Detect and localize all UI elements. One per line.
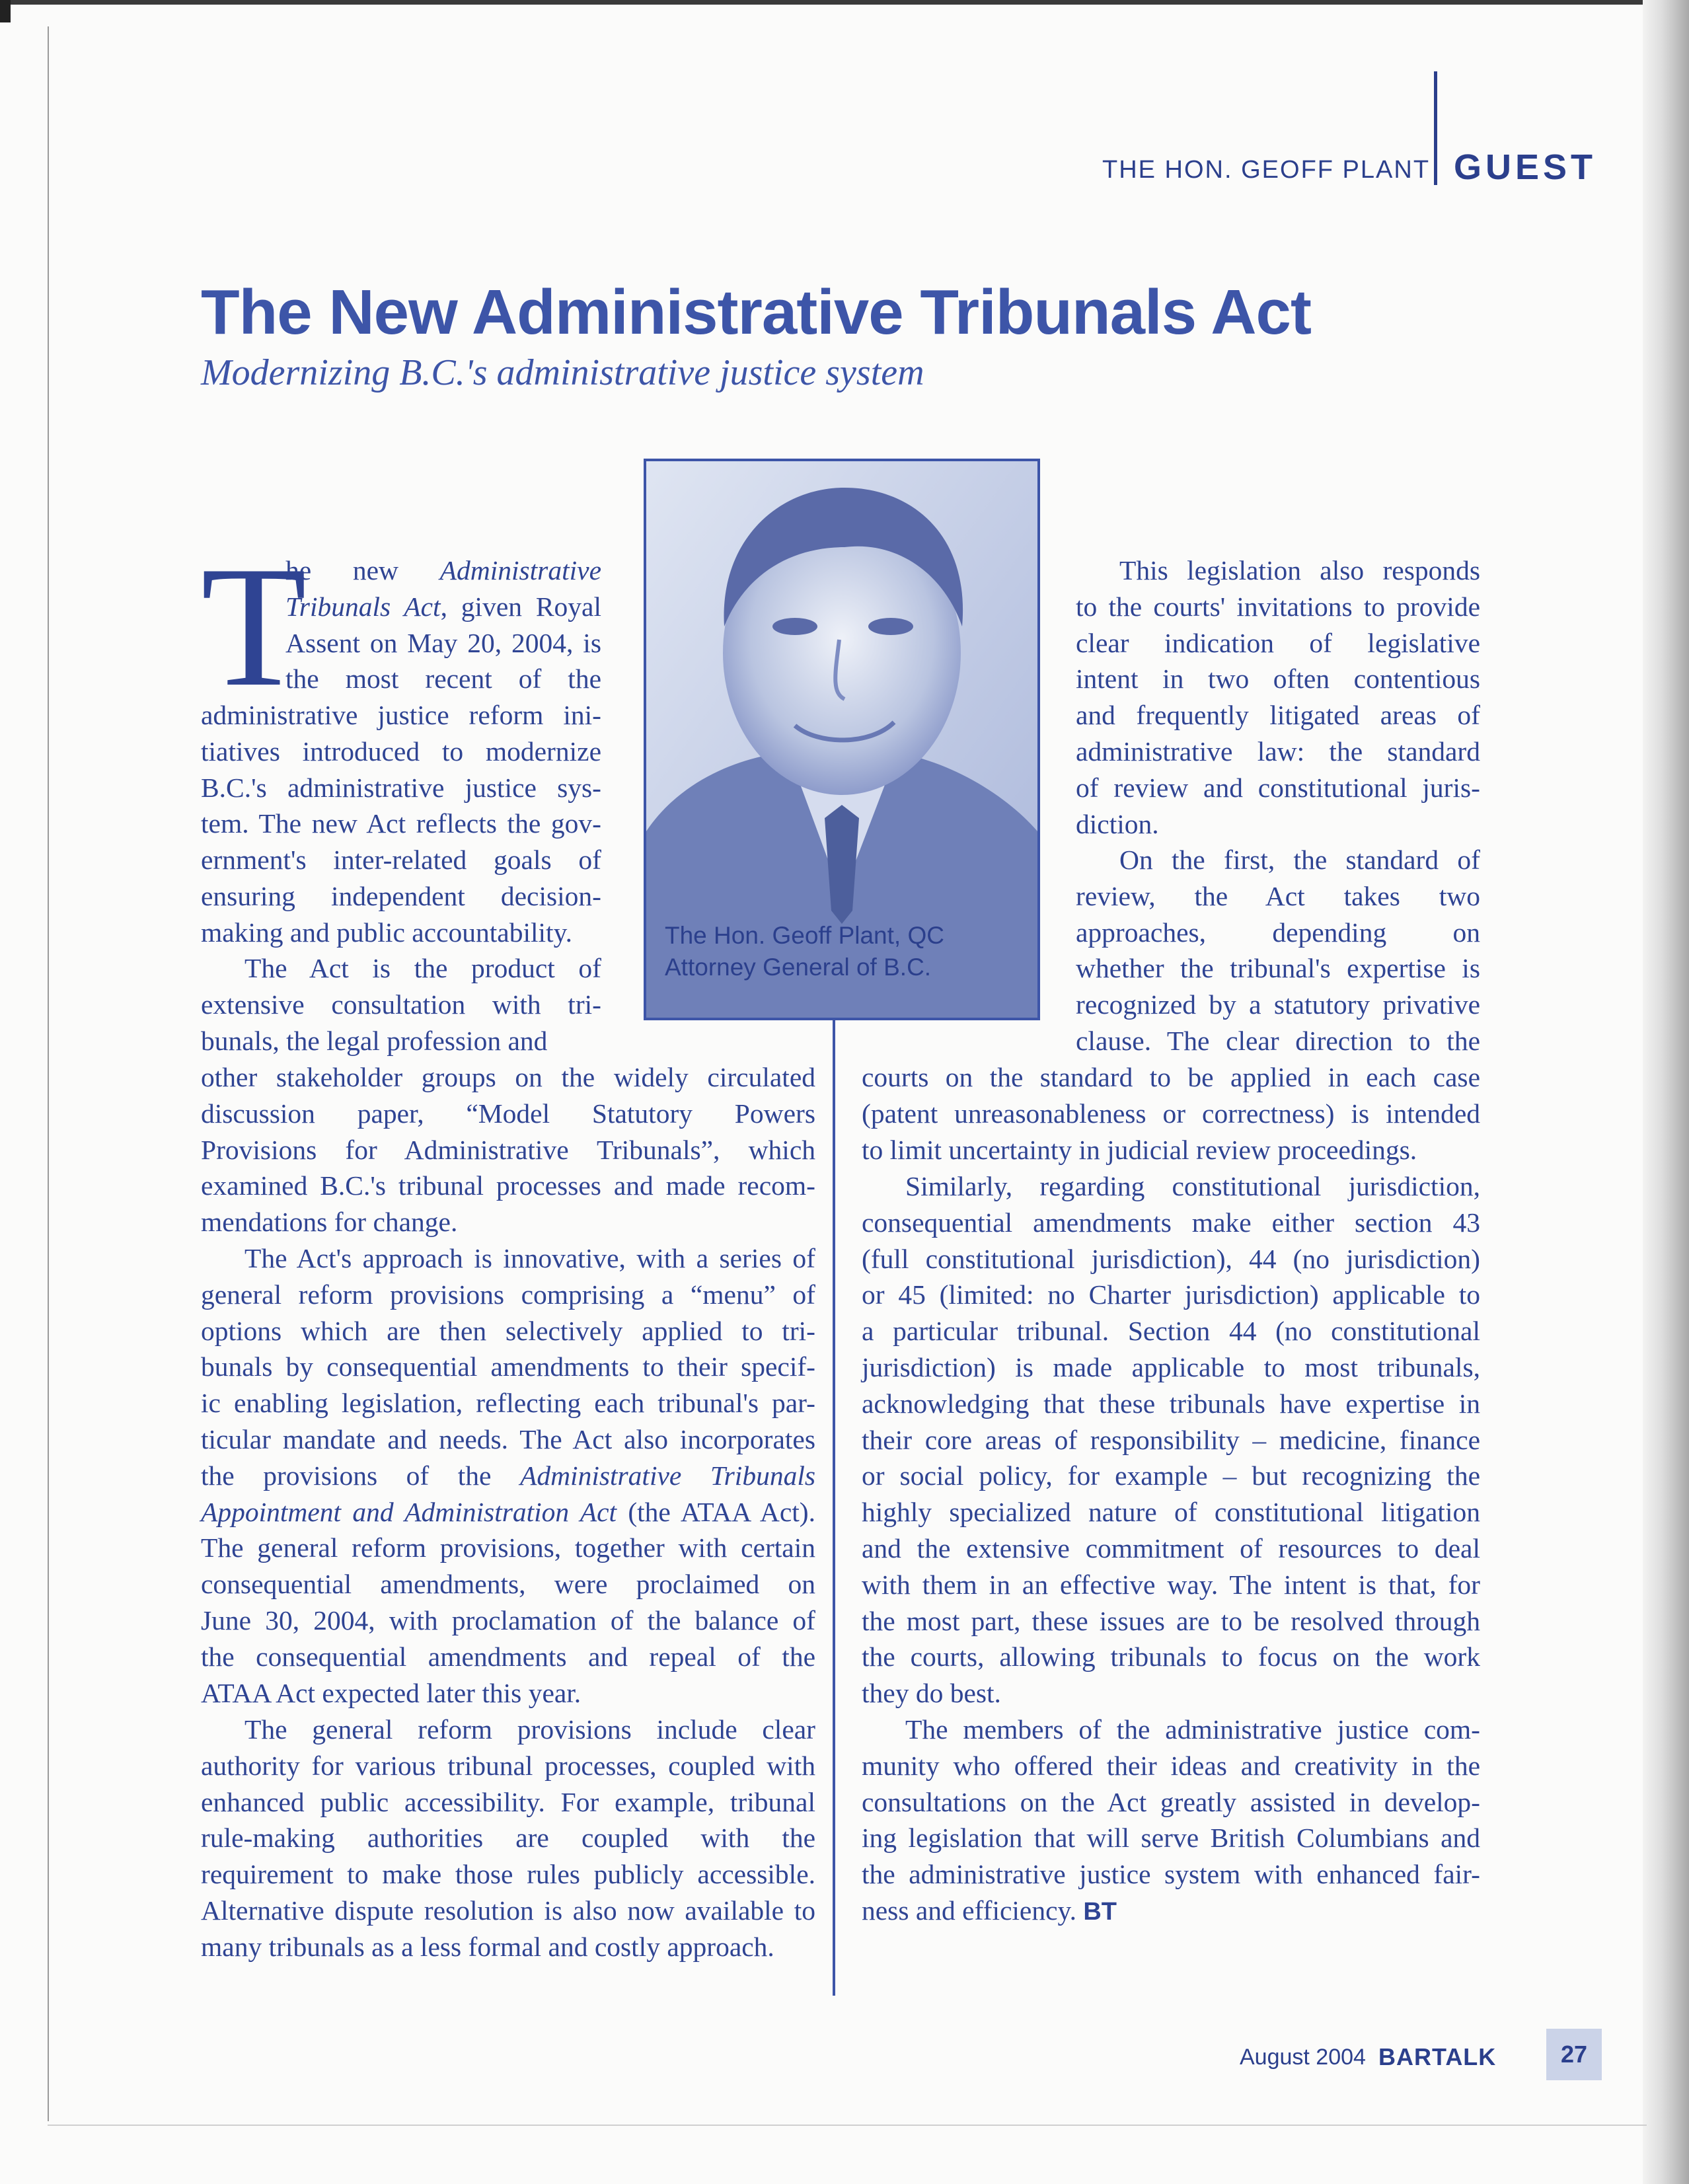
text-line-content: ness and efficiency. <box>862 1895 1076 1926</box>
text-line: enhanced public accessibility. For example, tribunal <box>201 1786 815 1817</box>
article-subtitle: Modernizing B.C.'s administrative justice system <box>201 352 924 393</box>
text-line: options which are then selectively applied to tri- <box>201 1315 815 1346</box>
text-line: with them in an effective way. The intent is that, for <box>862 1569 1480 1600</box>
text-line: to limit uncertainty in judicial review proceedings. <box>862 1134 1417 1165</box>
text-line: recognized by a statutory privative <box>1076 989 1480 1020</box>
text-line: making and public accountability. <box>201 917 573 948</box>
col1-para1-top <box>285 552 601 697</box>
text-line: the consequential amendments and repeal of the <box>201 1641 815 1672</box>
text-line: clear indication of legislative <box>1076 627 1480 658</box>
article-title: The New Administrative Tribunals Act <box>201 277 1311 348</box>
photo-caption <box>665 920 944 983</box>
text-line: intent in two often contentious <box>1076 663 1480 695</box>
footer-magazine: BARTALK <box>1378 2043 1497 2070</box>
text-line: The general reform provisions include clear <box>244 1714 815 1745</box>
col1-para2-top <box>201 950 601 1059</box>
column-divider <box>833 1018 835 1996</box>
text-line: authority for various tribunal processes, coupled with <box>201 1750 815 1781</box>
col2-para2 <box>862 1059 1480 1168</box>
text-line: they do best. <box>862 1678 1001 1709</box>
text-line: he new Administrative <box>285 555 601 585</box>
page-edge-mark <box>0 0 11 22</box>
text-line: The members of the administrative justice com- <box>905 1714 1480 1745</box>
text-line: Tribunals Act, given Royal <box>285 591 601 622</box>
text-line: ic enabling legislation, reflecting each tribunal's par- <box>201 1388 815 1419</box>
text-line: requirement to make those rules publicly accessible. <box>201 1859 815 1890</box>
page-number: 27 <box>1546 2029 1602 2080</box>
text-line: the most recent of the <box>285 663 601 695</box>
text-line: The Act's approach is innovative, with a series of <box>244 1243 815 1273</box>
page-margin-line <box>48 26 49 2121</box>
text-line: diction. <box>1076 808 1159 839</box>
col2-para3 <box>862 1168 1480 1712</box>
text-line: of review and constitutional juris- <box>1076 772 1480 803</box>
text-line: Assent on May 20, 2004, is <box>285 627 601 658</box>
text-line: June 30, 2004, with proclamation of the balance of <box>201 1604 815 1636</box>
text-line: whether the tribunal's expertise is <box>1076 953 1480 984</box>
text-line: or social policy, for example – but recognizing the <box>862 1460 1480 1491</box>
text-line: tiatives introduced to modernize <box>201 735 601 767</box>
page-edge-top <box>0 0 1689 5</box>
text-line: acknowledging that these tribunals have expertise in <box>862 1388 1480 1419</box>
text-line: examined B.C.'s tribunal processes and made recom- <box>201 1170 815 1201</box>
caption-name: The Hon. Geoff Plant, QC <box>665 922 944 949</box>
text-line: or 45 (limited: no Charter jurisdiction) applicable to <box>862 1279 1480 1310</box>
text-line: ernment's inter-related goals of <box>201 845 601 876</box>
text-line: Similarly, regarding constitutional jurisdiction, <box>905 1171 1480 1201</box>
text-line: bunals by consequential amendments to their specif- <box>201 1351 815 1382</box>
text-line: ATAA Act expected later this year. <box>201 1677 582 1708</box>
text-line: The general reform provisions, together with certain <box>201 1532 815 1563</box>
text-line: the most part, these issues are to be resolved through <box>862 1605 1480 1636</box>
text-line: review, the Act takes two <box>1076 880 1480 911</box>
text-line: administrative justice reform ini- <box>201 700 601 730</box>
end-mark: BT <box>1083 1897 1117 1926</box>
text-line: ticular mandate and needs. The Act also incorporates <box>201 1423 815 1454</box>
text-line: consultations on the Act greatly assisted in develop- <box>862 1786 1480 1817</box>
text-line: bunals, the legal profession and <box>201 1025 548 1056</box>
text-line: clause. The clear direction to the <box>1076 1025 1480 1056</box>
text-line: general reform provisions comprising a “menu” of <box>201 1279 815 1310</box>
page-binding-shadow <box>1643 0 1689 2184</box>
text-line: and frequently litigated areas of <box>1076 700 1480 731</box>
caption-role: Attorney General of B.C. <box>665 954 932 981</box>
text-line: On the first, the standard of <box>1119 845 1480 875</box>
text-line: the courts, allowing tribunals to focus on the work <box>862 1641 1480 1673</box>
text-line: Alternative dispute resolution is also now available to <box>201 1895 815 1926</box>
text-line: consequential amendments, were proclaimed on <box>201 1569 815 1600</box>
text-line: a particular tribunal. Section 44 (no constitutional <box>862 1316 1480 1347</box>
text-line: consequential amendments make either section 43 <box>862 1207 1480 1238</box>
text-line: highly specialized nature of constitutional litigation <box>862 1497 1480 1528</box>
col2-para4 <box>862 1712 1480 1930</box>
text-line: This legislation also responds <box>1119 555 1480 585</box>
text-line: rule-making authorities are coupled with the <box>201 1823 815 1854</box>
header-author: THE HON. GEOFF PLANT <box>1102 156 1431 184</box>
text-line: many tribunals as a less formal and costly approach. <box>201 1931 774 1962</box>
text-line: tem. The new Act reflects the gov- <box>201 808 601 839</box>
text-line: jurisdiction) is made applicable to most tribunals, <box>862 1351 1480 1382</box>
text-line <box>862 1893 1480 1930</box>
text-line: ing legislation that will serve British Columbians and <box>862 1823 1480 1854</box>
footer-date: August 2004 <box>1240 2045 1366 2070</box>
page-bottom-edge <box>48 2125 1647 2126</box>
text-line: the administrative justice system with enhanced fair- <box>862 1859 1480 1890</box>
col1-para1 <box>201 697 601 951</box>
text-line: (full constitutional jurisdiction), 44 (no jurisdiction) <box>862 1243 1480 1274</box>
text-line: their core areas of responsibility – medicine, finance <box>862 1424 1480 1455</box>
text-line: the provisions of the Administrative Tribunals <box>201 1460 815 1491</box>
text-line: discussion paper, “Model Statutory Powers <box>201 1098 815 1129</box>
header-section-label: GUEST <box>1454 147 1597 187</box>
col1-para2 <box>201 1059 815 1240</box>
col1-para3 <box>201 1240 815 1711</box>
text-line: munity who offered their ideas and creativity in the <box>862 1750 1480 1781</box>
text-line: and the extensive commitment of resources to deal <box>862 1532 1480 1563</box>
text-line: Provisions for Administrative Tribunals”, which <box>201 1134 815 1165</box>
col2-para1 <box>1076 552 1480 842</box>
drop-cap: T <box>201 531 307 722</box>
text-line: Appointment and Administration Act (the ATAA Act). <box>201 1496 815 1527</box>
text-line: mendations for change. <box>201 1207 458 1238</box>
text-line: extensive consultation with tri- <box>201 989 601 1020</box>
text-line: other stakeholder groups on the widely circulated <box>201 1062 815 1092</box>
col1-para4 <box>201 1712 815 1965</box>
text-line: courts on the standard to be applied in each case <box>862 1062 1480 1092</box>
text-line: The Act is the product of <box>244 953 601 983</box>
text-line: (patent unreasonableness or correctness) is intended <box>862 1098 1480 1129</box>
text-line: ensuring independent decision- <box>201 880 601 911</box>
text-line: administrative law: the standard <box>1076 735 1480 767</box>
header-divider <box>1434 71 1437 185</box>
text-line: to the courts' invitations to provide <box>1076 591 1480 622</box>
text-line: B.C.'s administrative justice sys- <box>201 772 601 803</box>
col2-para2-top <box>1076 842 1480 1059</box>
text-line: approaches, depending on <box>1076 917 1480 948</box>
